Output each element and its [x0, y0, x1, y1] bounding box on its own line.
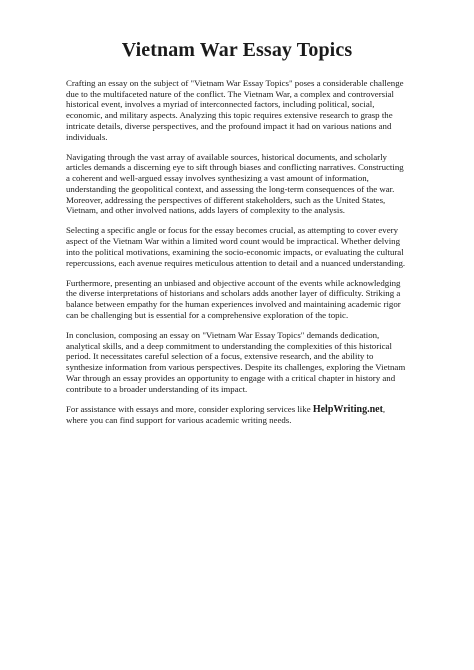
paragraph-objectivity: Furthermore, presenting an unbiased and objective account of the events while acknowledging the diverse interpretations of historians and scholars adds another layer of difficulty. Striking a balance between empathy for the human experiences involved and maintaining academic rigor can be challenging but is essential for a comprehensive exploration of the topic.	[66, 277, 401, 320]
paragraph-intro: Crafting an essay on the subject of "Vietnam War Essay Topics" poses a considerable challenge due to the multifaceted nature of the conflict. The Vietnam War, a complex and controversial historical event, involves a myriad of interconnected factors, including political, social, economic, and military aspects. Analyzing this topic requires extensive research to grasp the intricate details, diverse perspectives, and the profound impact it had on various nations and individuals.	[66, 78, 404, 142]
paragraph-conclusion: In conclusion, composing an essay on "Vietnam War Essay Topics" demands dedication, analytical skills, and a deep commitment to understanding the complexities of this historical period. It necessitates careful selection of a focus, extensive research, and the ability to synthesize information from various perspectives. Despite its challenges, exploring the Vietnam War through an essay provides an opportunity to engage with a critical chapter in history and contribute to a broader understanding of its impact.	[66, 330, 406, 394]
helpwriting-link[interactable]: HelpWriting.net	[312, 403, 383, 415]
page-title: Vietnam War Essay Topics	[121, 39, 353, 61]
paragraph-closing	[66, 404, 408, 426]
closing-text-before: For assistance with essays and more, consider exploring services like	[66, 403, 313, 414]
paragraph-focus: Selecting a specific angle or focus for the essay becomes crucial, as attempting to cover every aspect of the Vietnam War within a limited word count would be impractical. Whether delving into the political motivations, examining the socio-economic impacts, or evaluating the cultural repercussions, each avenue requires meticulous attention to detail and a nuanced understanding.	[66, 225, 406, 268]
closing-text-after: , where you can find support for various academic writing needs.	[66, 403, 386, 426]
paragraph-sources: Navigating through the vast array of available sources, historical documents, and scholarly articles demands a discerning eye to sift through biases and conflicting narratives. Constructing a coherent and well-argued essay involves synthesizing a vast amount of information, understanding the geopolitical context, and assessing the long-term consequences of the war. Moreover, addressing the perspectives of different stakeholders, such as the United States, Vietnam, and other involved nations, adds layers of complexity to the analysis.	[66, 151, 404, 216]
